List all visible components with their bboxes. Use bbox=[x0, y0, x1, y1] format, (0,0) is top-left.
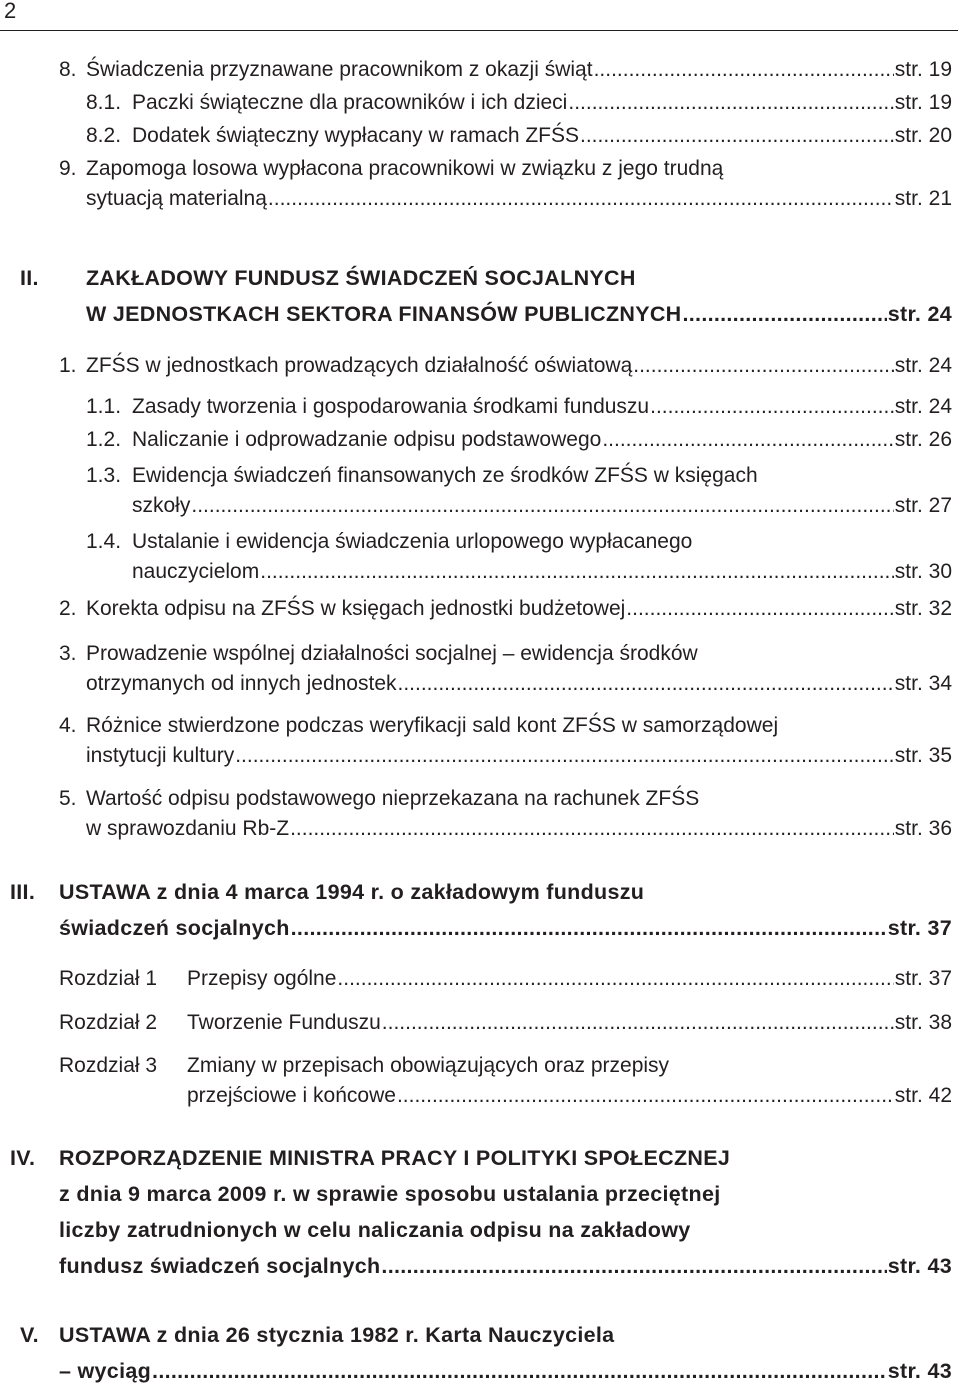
toc-entry-number: 1.2. bbox=[86, 428, 122, 451]
toc-chapter-page: str. 42 bbox=[894, 1084, 952, 1107]
toc-section-page: str. 43 bbox=[887, 1254, 952, 1278]
toc-entry[interactable] bbox=[0, 351, 958, 381]
toc-entry-title: otrzymanych od innych jednostek bbox=[86, 672, 397, 695]
toc-entry-title: Różnice stwierdzone podczas weryfikacji sald kont ZFŚS w samorządowej bbox=[86, 714, 779, 737]
toc-entry[interactable] bbox=[0, 55, 958, 85]
toc-entry-number: 8.1. bbox=[86, 91, 122, 114]
toc-entry-title: Wartość odpisu podstawowego nieprzekazana na rachunek ZFŚS bbox=[86, 787, 700, 810]
toc-chapter-page: str. 38 bbox=[894, 1011, 952, 1034]
toc-entry-page: str. 35 bbox=[894, 744, 952, 767]
leader-dots bbox=[602, 425, 893, 455]
toc-entry-page: str. 26 bbox=[894, 428, 952, 451]
toc-entry-title: szkoły bbox=[132, 494, 191, 517]
toc-entry-page: str. 24 bbox=[894, 395, 952, 418]
toc-entry[interactable] bbox=[0, 88, 958, 118]
toc-entry-number: 2. bbox=[59, 597, 77, 620]
toc-entry-page: str. 21 bbox=[894, 187, 952, 210]
toc-chapter-number: Rozdział 2 bbox=[59, 1011, 158, 1034]
toc-entry[interactable] bbox=[0, 461, 958, 521]
toc-entry-page: str. 32 bbox=[894, 597, 952, 620]
toc-entry-title: Korekta odpisu na ZFŚS w księgach jednostki budżetowej bbox=[86, 597, 626, 620]
toc-section-title: USTAWA z dnia 4 marca 1994 r. o zakładowym funduszu bbox=[59, 880, 645, 904]
toc-section-page: str. 43 bbox=[887, 1359, 952, 1383]
toc-entry-page: str. 34 bbox=[894, 672, 952, 695]
toc-entry-number: 3. bbox=[59, 642, 77, 665]
toc-entry-title: Zasady tworzenia i gospodarowania środkami funduszu bbox=[132, 395, 650, 418]
toc-entry-title: Paczki świąteczne dla pracowników i ich dzieci bbox=[132, 91, 568, 114]
leader-dots bbox=[568, 88, 893, 118]
leader-dots bbox=[152, 1353, 887, 1389]
toc-section[interactable] bbox=[0, 1317, 958, 1389]
toc-section-title: świadczeń socjalnych bbox=[59, 916, 290, 940]
toc-section-title: z dnia 9 marca 2009 r. w sprawie sposobu ustalania przeciętnej bbox=[59, 1182, 721, 1206]
toc-section-page: str. 37 bbox=[887, 916, 952, 940]
toc-entry-number: 1. bbox=[59, 354, 77, 377]
toc-entry-title: Świadczenia przyznawane pracownikom z okazji świąt bbox=[86, 58, 593, 81]
toc-entry-title: ZFŚS w jednostkach prowadzących działalność oświatową bbox=[86, 354, 633, 377]
toc-section[interactable] bbox=[0, 874, 958, 946]
toc-entry-page: str. 19 bbox=[894, 91, 952, 114]
toc-entry-number: 4. bbox=[59, 714, 77, 737]
page-number: 2 bbox=[4, 0, 17, 23]
leader-dots bbox=[683, 296, 887, 332]
toc-entry-number: 1.3. bbox=[86, 464, 122, 487]
leader-dots bbox=[235, 741, 894, 771]
toc-entry-page: str. 36 bbox=[894, 817, 952, 840]
toc-section[interactable] bbox=[0, 260, 958, 332]
toc-entry-title: Dodatek świąteczny wypłacany w ramach ZFŚS bbox=[132, 124, 579, 147]
toc-entry-title: Ustalanie i ewidencja świadczenia urlopowego wypłacanego bbox=[132, 530, 693, 553]
leader-dots bbox=[594, 55, 894, 85]
leader-dots bbox=[397, 1081, 894, 1111]
toc-entry-number: 5. bbox=[59, 787, 77, 810]
leader-dots bbox=[650, 392, 894, 422]
toc-section-title: W JEDNOSTKACH SEKTORA FINANSÓW PUBLICZNYCH bbox=[86, 302, 682, 326]
toc-section-number: V. bbox=[20, 1323, 39, 1347]
toc-section-number: IV. bbox=[10, 1146, 36, 1170]
toc-entry-page: str. 27 bbox=[894, 494, 952, 517]
leader-dots bbox=[580, 121, 894, 151]
toc-entry[interactable] bbox=[0, 639, 958, 699]
leader-dots bbox=[382, 1008, 894, 1038]
leader-dots bbox=[191, 491, 893, 521]
leader-dots bbox=[260, 557, 894, 587]
leader-dots bbox=[381, 1248, 886, 1284]
toc-entry[interactable] bbox=[0, 392, 958, 422]
toc-entry-page: str. 19 bbox=[894, 58, 952, 81]
toc-entry[interactable] bbox=[0, 425, 958, 455]
toc-entry-number: 9. bbox=[59, 157, 77, 180]
leader-dots bbox=[337, 964, 893, 994]
leader-dots bbox=[268, 184, 894, 214]
leader-dots bbox=[398, 669, 894, 699]
toc-entry[interactable] bbox=[0, 594, 958, 624]
toc-entry-title: Prowadzenie wspólnej działalności socjalnej – ewidencja środków bbox=[86, 642, 698, 665]
toc-chapter[interactable] bbox=[0, 1008, 958, 1038]
toc-entry-title: Zapomoga losowa wypłacona pracownikowi w związku z jego trudną bbox=[86, 157, 724, 180]
leader-dots bbox=[291, 910, 887, 946]
toc-entry-page: str. 30 bbox=[894, 560, 952, 583]
toc-entry-title: nauczycielom bbox=[132, 560, 260, 583]
toc-section-title: liczby zatrudnionych w celu naliczania odpisu na zakładowy bbox=[59, 1218, 691, 1242]
toc-section[interactable] bbox=[0, 1140, 958, 1284]
toc-entry-page: str. 20 bbox=[894, 124, 952, 147]
toc-entry-number: 1.1. bbox=[86, 395, 122, 418]
toc-section-number: II. bbox=[20, 266, 39, 290]
toc-entry[interactable] bbox=[0, 527, 958, 587]
toc-section-title: fundusz świadczeń socjalnych bbox=[59, 1254, 381, 1278]
toc-section-title: – wyciąg bbox=[59, 1359, 152, 1383]
toc-entry-title: Naliczanie i odprowadzanie odpisu podstawowego bbox=[132, 428, 602, 451]
toc-entry-page: str. 24 bbox=[894, 354, 952, 377]
toc-section-number: III. bbox=[10, 880, 36, 904]
leader-dots bbox=[633, 351, 894, 381]
toc-entry-title: Ewidencja świadczeń finansowanych ze środków ZFŚS w księgach bbox=[132, 464, 758, 487]
toc-entry[interactable] bbox=[0, 711, 958, 771]
toc-entry-title: w sprawozdaniu Rb-Z bbox=[86, 817, 290, 840]
toc-entry-title: sytuacją materialną bbox=[86, 187, 267, 210]
toc-chapter-number: Rozdział 3 bbox=[59, 1054, 158, 1077]
toc-entry-title: instytucji kultury bbox=[86, 744, 235, 767]
toc-chapter-title: przejściowe i końcowe bbox=[187, 1084, 396, 1107]
toc-section-page: str. 24 bbox=[887, 302, 952, 326]
toc-section-title: USTAWA z dnia 26 stycznia 1982 r. Karta Nauczyciela bbox=[59, 1323, 615, 1347]
toc-chapter-page: str. 37 bbox=[894, 967, 952, 990]
toc-section-title: ZAKŁADOWY FUNDUSZ ŚWIADCZEŃ SOCJALNYCH bbox=[86, 266, 636, 290]
toc-chapter[interactable] bbox=[0, 964, 958, 994]
toc-chapter-number: Rozdział 1 bbox=[59, 967, 158, 990]
toc-entry-number: 8. bbox=[59, 58, 77, 81]
toc-entry[interactable] bbox=[0, 784, 958, 844]
toc-chapter-title: Przepisy ogólne bbox=[187, 967, 337, 990]
toc-chapter-title: Tworzenie Funduszu bbox=[187, 1011, 381, 1034]
leader-dots bbox=[626, 594, 894, 624]
toc-entry-number: 8.2. bbox=[86, 124, 122, 147]
toc-section-title: ROZPORZĄDZENIE MINISTRA PRACY I POLITYKI SPOŁECZNEJ bbox=[59, 1146, 731, 1170]
top-rule bbox=[0, 30, 958, 31]
toc-entry-number: 1.4. bbox=[86, 530, 122, 553]
leader-dots bbox=[290, 814, 894, 844]
toc-chapter[interactable] bbox=[0, 1051, 958, 1111]
toc-entry[interactable] bbox=[0, 154, 958, 214]
toc-entry[interactable] bbox=[0, 121, 958, 151]
toc-chapter-title: Zmiany w przepisach obowiązujących oraz przepisy bbox=[187, 1054, 670, 1077]
